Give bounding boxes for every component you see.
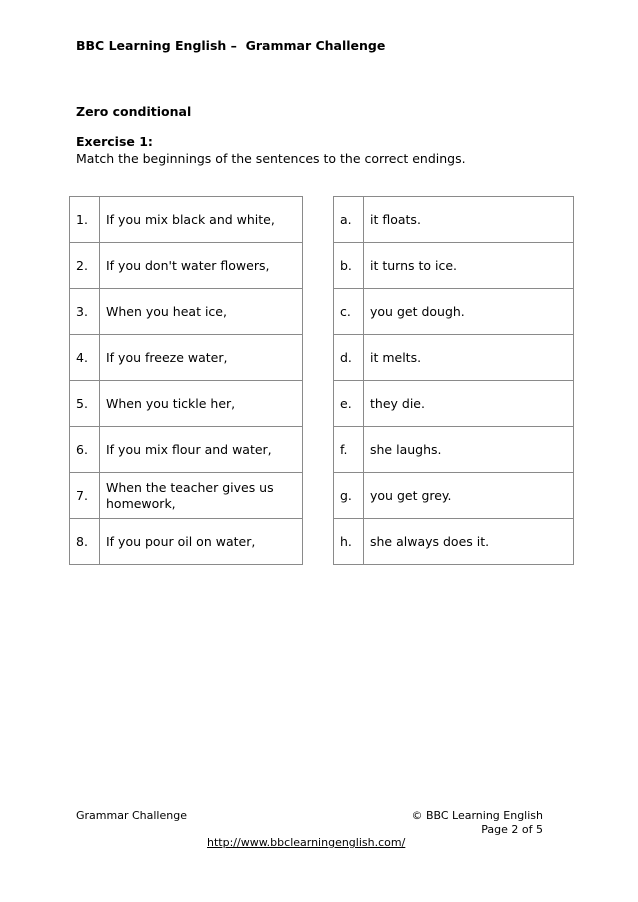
beginning-number: 7. <box>70 473 100 519</box>
beginning-text: If you mix flour and water, <box>100 427 303 473</box>
ending-text: it turns to ice. <box>364 243 574 289</box>
ending-letter: b. <box>334 243 364 289</box>
exercise-instruction: Match the beginnings of the sentences to the correct endings. <box>76 151 466 166</box>
beginning-number: 4. <box>70 335 100 381</box>
footer-right <box>411 809 543 837</box>
beginning-text: When you tickle her, <box>100 381 303 427</box>
ending-text: you get dough. <box>364 289 574 335</box>
beginning-number: 5. <box>70 381 100 427</box>
table-row <box>70 335 303 381</box>
beginning-text: When you heat ice, <box>100 289 303 335</box>
table-row <box>70 289 303 335</box>
ending-letter: d. <box>334 335 364 381</box>
beginning-text: If you pour oil on water, <box>100 519 303 565</box>
table-row <box>70 519 303 565</box>
table-row <box>334 473 574 519</box>
beginning-number: 2. <box>70 243 100 289</box>
table-row <box>70 243 303 289</box>
table-row <box>334 335 574 381</box>
ending-letter: a. <box>334 197 364 243</box>
footer-website-link[interactable]: http://www.bbclearningenglish.com/ <box>207 836 406 849</box>
table-row <box>334 427 574 473</box>
beginning-text: If you mix black and white, <box>100 197 303 243</box>
header-title: BBC Learning English – Grammar Challenge <box>76 38 386 53</box>
table-row <box>70 473 303 519</box>
table-row <box>70 197 303 243</box>
ending-letter: c. <box>334 289 364 335</box>
table-row <box>70 381 303 427</box>
table-row <box>334 519 574 565</box>
beginning-text: If you freeze water, <box>100 335 303 381</box>
beginnings-table <box>69 196 303 565</box>
ending-text: it floats. <box>364 197 574 243</box>
table-row <box>334 243 574 289</box>
beginning-text: If you don't water flowers, <box>100 243 303 289</box>
table-row <box>334 289 574 335</box>
table-row <box>334 381 574 427</box>
footer-copyright: © BBC Learning English <box>411 809 543 822</box>
endings-table <box>333 196 574 565</box>
section-title: Zero conditional <box>76 104 192 119</box>
table-row <box>70 427 303 473</box>
ending-letter: h. <box>334 519 364 565</box>
ending-text: she laughs. <box>364 427 574 473</box>
ending-text: they die. <box>364 381 574 427</box>
beginning-number: 3. <box>70 289 100 335</box>
ending-text: she always does it. <box>364 519 574 565</box>
ending-text: it melts. <box>364 335 574 381</box>
ending-letter: e. <box>334 381 364 427</box>
table-row <box>334 197 574 243</box>
footer-page-number: Page 2 of 5 <box>481 823 543 836</box>
footer-label: Grammar Challenge <box>76 809 187 822</box>
beginning-number: 6. <box>70 427 100 473</box>
ending-letter: f. <box>334 427 364 473</box>
ending-letter: g. <box>334 473 364 519</box>
ending-text: you get grey. <box>364 473 574 519</box>
exercise-title: Exercise 1: <box>76 134 153 149</box>
beginning-number: 8. <box>70 519 100 565</box>
beginning-text: When the teacher gives us homework, <box>100 473 303 519</box>
beginning-number: 1. <box>70 197 100 243</box>
